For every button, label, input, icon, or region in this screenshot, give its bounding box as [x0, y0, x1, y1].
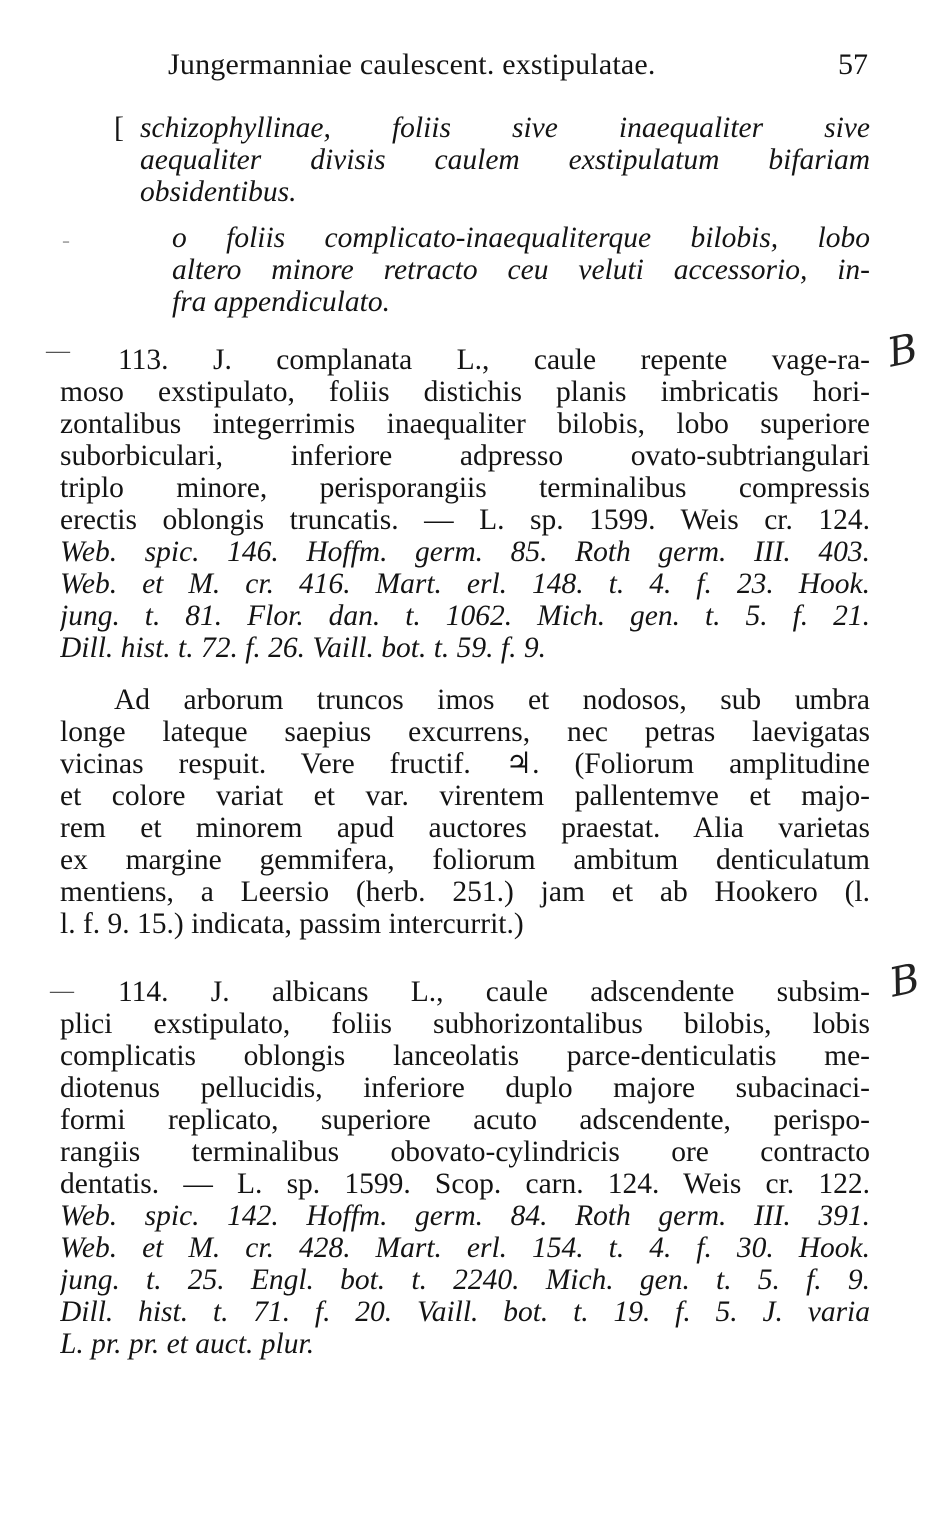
text-line: L. pr. pr. et auct. plur.	[60, 1328, 315, 1360]
margin-annotation: B	[883, 325, 922, 377]
text-line: complicatis oblongis lanceolatis parce-denticulatis me-	[60, 1040, 870, 1072]
text-line: jung. t. 25. Engl. bot. t. 2240. Mich. gen. t. 5. f. 9.	[60, 1264, 870, 1296]
text-line: obsidentibus.	[140, 176, 297, 208]
text-line: jung. t. 81. Flor. dan. t. 1062. Mich. gen. t. 5. f. 21.	[60, 600, 870, 632]
running-title: Jungermanniae caulescent. exstipulatae.	[168, 48, 656, 81]
text-line: plici exstipulato, foliis subhorizontalibus bilobis, lobis	[60, 1008, 870, 1040]
section-bracket: [	[114, 111, 124, 144]
habitat-notes-113	[60, 684, 870, 940]
text-line: formi replicato, superiore acuto adscendente, perispo-	[60, 1104, 870, 1136]
text-line: Dill. hist. t. 72. f. 26. Vaill. bot. t. 59. f. 9.	[60, 632, 546, 664]
text-line: moso exstipulato, foliis distichis planis imbricatis hori-	[60, 376, 870, 408]
text-line: et colore variat et var. virentem pallentemve et majo-	[60, 780, 870, 812]
running-header	[168, 44, 868, 94]
text-line: l. f. 9. 15.) indicata, passim intercurrit.)	[60, 908, 524, 940]
text-line: schizophyllinae, foliis sive inaequaliter sive	[140, 112, 870, 144]
text-line: 113. J. complanata L., caule repente vage-ra-	[118, 344, 870, 376]
text-line: zontalibus integerrimis inaequaliter bilobis, lobo superiore	[60, 408, 870, 440]
text-line: diotenus pellucidis, inferiore duplo majore subacinaci-	[60, 1072, 870, 1104]
text-line: ex margine gemmifera, foliorum ambitum denticulatum	[60, 844, 870, 876]
margin-dash: —	[46, 338, 70, 364]
text-line: 114. J. albicans L., caule adscendente subsim-	[118, 976, 870, 1008]
text-line: Web. et M. cr. 416. Mart. erl. 148. t. 4. f. 23. Hook.	[60, 568, 870, 600]
text-line: aequaliter divisis caulem exstipulatum bifariam	[140, 144, 870, 176]
text-line: mentiens, a Leersio (herb. 251.) jam et ab Hookero (l.	[60, 876, 870, 908]
text-line: fra appendiculato.	[172, 286, 390, 318]
text-line: rem et minorem apud auctores praestat. Alia varietas	[60, 812, 870, 844]
text-line: vicinas respuit. Vere fructif. ♃. (Foliorum amplitudine	[60, 748, 870, 780]
group-definition	[60, 112, 870, 208]
text-line: Web. spic. 142. Hoffm. germ. 84. Roth germ. III. 391.	[60, 1200, 870, 1232]
text-line: o foliis complicato-inaequaliterque bilobis, lobo	[172, 222, 870, 254]
subgroup-definition	[60, 222, 870, 318]
margin-dash: —	[50, 978, 74, 1004]
text-line: Dill. hist. t. 71. f. 20. Vaill. bot. t. 19. f. 5. J. varia	[60, 1296, 870, 1328]
text-line: rangiis terminalibus obovato-cylindricis ore contracto	[60, 1136, 870, 1168]
text-line: altero minore retracto ceu veluti accessorio, in-	[172, 254, 870, 286]
text-line: erectis oblongis truncatis. — L. sp. 1599. Weis cr. 124.	[60, 504, 870, 536]
species-entry-114	[60, 976, 870, 1360]
text-line: Web. spic. 146. Hoffm. germ. 85. Roth germ. III. 403.	[60, 536, 870, 568]
text-line: Web. et M. cr. 428. Mart. erl. 154. t. 4. f. 30. Hook.	[60, 1232, 870, 1264]
species-entry-113	[60, 344, 870, 664]
page-number: 57	[838, 48, 868, 81]
text-line: suborbiculari, inferiore adpresso ovato-subtriangulari	[60, 440, 870, 472]
margin-annotation: B	[885, 955, 924, 1007]
text-line: Ad arborum truncos imos et nodosos, sub umbra	[114, 684, 870, 716]
text-line: triplo minore, perisporangiis terminalibus compressis	[60, 472, 870, 504]
text-line: dentatis. — L. sp. 1599. Scop. carn. 124. Weis cr. 122.	[60, 1168, 870, 1200]
text-line: longe lateque saepius excurrens, nec petras laevigatas	[60, 716, 870, 748]
margin-dash: -	[62, 228, 70, 254]
